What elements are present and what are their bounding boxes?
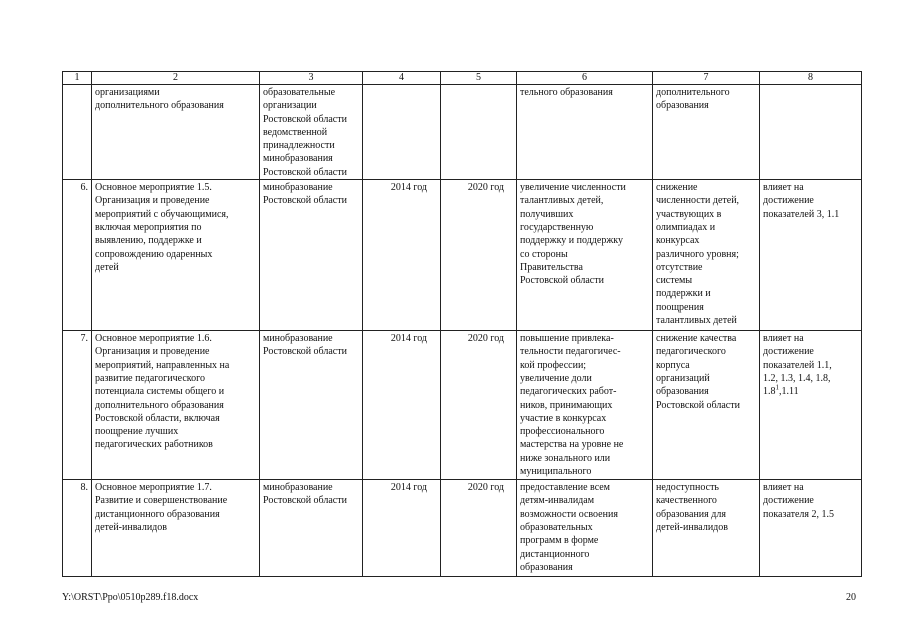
cell-line: со стороны [520, 248, 568, 260]
cell-end [441, 85, 517, 180]
cell-indicators [760, 180, 862, 331]
continuation-row [63, 85, 862, 180]
cell-line: организаций [656, 372, 710, 384]
col-header-4: 4 [363, 72, 441, 85]
cell-line: показателей 3, 1.1 [763, 208, 840, 220]
cell-line: детей-инвалидов [95, 521, 167, 533]
cell-line: ведомственной [263, 126, 328, 138]
indicators-line: влияет на [763, 333, 804, 345]
indicators-line: 1.2, 1.3, 1.4, 1.8, [763, 372, 831, 384]
cell-executor [260, 180, 363, 331]
cell-indicators [760, 85, 862, 180]
cell-line: педагогических работников [95, 439, 213, 451]
cell-result [517, 180, 653, 331]
cell-line: поддержки и [656, 288, 711, 300]
cell-measure [92, 180, 260, 331]
cell-line: Ростовской области [263, 166, 347, 178]
cell-line: увеличение доли [520, 372, 592, 384]
cell-result [517, 480, 653, 577]
cell-line: минобразование [263, 182, 333, 194]
col-header-5: 5 [441, 72, 517, 85]
cell-line: профессионального [520, 426, 605, 438]
cell-line: минобразование [263, 482, 333, 494]
header-row [63, 72, 862, 85]
cell-line: педагогического [656, 346, 726, 358]
indicators-line: показателей 1.1, [763, 359, 832, 371]
cell-line: Правительства [520, 261, 583, 273]
table-row [63, 480, 862, 577]
cell-line: организациями [95, 87, 160, 98]
cell-line: дополнительного образования [95, 100, 224, 112]
cell-start [363, 85, 441, 180]
cell-line: предоставление всем [520, 482, 611, 494]
cell-line: недоступность [656, 482, 719, 494]
indicators-line-superscript: $1.8^1,1.11$ [763, 383, 799, 398]
col-header-8: 8 [760, 72, 862, 85]
cell-consequences [653, 480, 760, 577]
cell-num [63, 85, 92, 180]
cell-line: принадлежности [263, 140, 335, 152]
cell-line: ников, принимающих [520, 399, 613, 411]
cell-line: образовательные [263, 87, 336, 98]
cell-line: образования [520, 561, 573, 573]
cell-num: 8. [63, 480, 92, 577]
cell-result [517, 331, 653, 480]
cell-line: детям-инвалидам [520, 495, 595, 507]
cell-line: снижение [656, 182, 698, 194]
cell-line: влияет на [763, 482, 804, 494]
cell-indicators [760, 480, 862, 577]
cell-line: образовательных [520, 521, 593, 533]
cell-executor [260, 480, 363, 577]
cell-line: поддержку и поддержку [520, 235, 623, 247]
cell-line: качественного [656, 495, 717, 507]
cell-line: Ростовской области [263, 495, 347, 507]
cell-line: минобразование [263, 333, 333, 345]
cell-line: выявлению, поддержке и [95, 235, 202, 247]
cell-line: тельного образования [520, 87, 613, 98]
col-header-7: 7 [653, 72, 760, 85]
cell-line: Ростовской области [520, 275, 604, 287]
cell-line: талантливых детей [656, 315, 737, 327]
cell-line: корпуса [656, 359, 690, 371]
col-header-2: 2 [92, 72, 260, 85]
cell-line: детей-инвалидов [656, 521, 728, 533]
cell-start: 2014 год [363, 480, 441, 577]
page-number: 20 [846, 592, 856, 603]
cell-line: достижение [763, 495, 814, 507]
cell-line: мероприятий с обучающимися, [95, 208, 229, 220]
cell-line: снижение качества [656, 333, 737, 345]
cell-line: ниже зонального или [520, 452, 611, 464]
indicators-line: достижение [763, 346, 814, 358]
cell-line: участие в конкурсах [520, 412, 607, 424]
cell-consequences [653, 331, 760, 480]
cell-line: Ростовской области [656, 399, 740, 411]
cell-line: Организация и проведение [95, 346, 210, 358]
cell-line: дополнительного [656, 87, 730, 98]
cell-start: 2014 год [363, 331, 441, 480]
cell-start: 2014 год [363, 180, 441, 331]
cell-line: муниципального [520, 466, 592, 478]
cell-end: 2020 год [441, 331, 517, 480]
cell-line: потенциала системы общего и [95, 386, 225, 398]
cell-end: 2020 год [441, 480, 517, 577]
cell-line: мастерства на уровне не [520, 439, 624, 451]
cell-line: Ростовской области [263, 346, 347, 358]
cell-num: 7. [63, 331, 92, 480]
table-row [63, 180, 862, 331]
cell-line: Развитие и совершенствование [95, 495, 228, 507]
cell-line: участвующих в [656, 208, 722, 220]
cell-line: влияет на [763, 182, 804, 194]
cell-line: тельности педагогичес- [520, 346, 621, 358]
cell-line: государственную [520, 221, 594, 233]
cell-executor [260, 85, 363, 180]
cell-line: Организация и проведение [95, 195, 210, 207]
cell-line: показателя 2, 1.5 [763, 508, 835, 520]
cell-line: минобразования [263, 153, 333, 165]
cell-line: повышение привлека- [520, 333, 614, 345]
cell-executor [260, 331, 363, 480]
cell-line: педагогических работ- [520, 386, 617, 398]
cell-measure [92, 85, 260, 180]
cell-line: конкурсах [656, 235, 700, 247]
cell-line: численности детей, [656, 195, 740, 207]
cell-line: образования [656, 386, 709, 398]
cell-end: 2020 год [441, 180, 517, 331]
document-path: Y:\ORST\Ppo\0510p289.f18.docx [62, 592, 199, 603]
cell-line: Ростовской области [263, 113, 347, 125]
cell-line: образования для [656, 508, 726, 520]
cell-line: дистанционного [520, 548, 590, 560]
cell-line: поощрения [656, 301, 704, 313]
cell-line: Ростовской области, включая [95, 412, 220, 424]
cell-line: программ в форме [520, 535, 599, 547]
cell-line: образования [656, 100, 709, 112]
cell-line: дистанционного образования [95, 508, 220, 520]
cell-line: организации [263, 100, 317, 112]
measures-table [62, 71, 862, 577]
cell-line: развитие педагогического [95, 372, 205, 384]
table-row [63, 331, 862, 480]
cell-line: системы [656, 275, 693, 287]
cell-line: различного уровня; [656, 248, 739, 260]
col-header-3: 3 [260, 72, 363, 85]
cell-line: получивших [520, 208, 574, 220]
cell-line: возможности освоения [520, 508, 618, 520]
cell-line: Основное мероприятие 1.5. [95, 182, 212, 194]
cell-consequences [653, 85, 760, 180]
cell-measure [92, 331, 260, 480]
cell-line: детей [95, 261, 119, 273]
cell-line: поощрение лучших [95, 426, 179, 438]
col-header-6: 6 [517, 72, 653, 85]
cell-line: олимпиадах и [656, 221, 716, 233]
cell-line: достижение [763, 195, 814, 207]
cell-measure [92, 480, 260, 577]
cell-num: 6. [63, 180, 92, 331]
cell-line: сопровождению одаренных [95, 248, 213, 260]
cell-line: мероприятий, направленных на [95, 359, 230, 371]
cell-result [517, 85, 653, 180]
cell-indicators [760, 331, 862, 480]
cell-line: отсутствие [656, 261, 703, 273]
col-header-1: 1 [63, 72, 92, 85]
cell-line: включая мероприятия по [95, 221, 202, 233]
cell-line: дополнительного образования [95, 399, 224, 411]
cell-line: Основное мероприятие 1.7. [95, 482, 212, 494]
cell-line: кой профессии; [520, 359, 587, 371]
cell-consequences [653, 180, 760, 331]
cell-line: Основное мероприятие 1.6. [95, 333, 212, 345]
cell-line: увеличение численности [520, 182, 626, 194]
cell-line: Ростовской области [263, 195, 347, 207]
cell-line: талантливых детей, [520, 195, 604, 207]
